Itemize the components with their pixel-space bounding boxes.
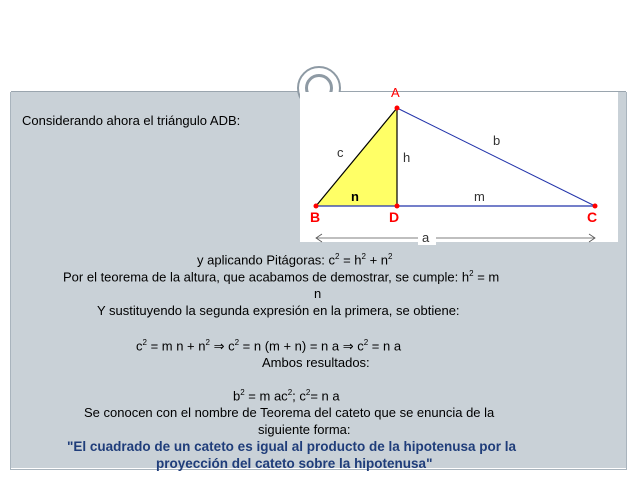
quote-line-2: proyección del cateto sobre la hipotenusa" — [156, 456, 433, 471]
vertex-d-point — [395, 204, 400, 209]
intro-text: Considerando ahora el triángulo ADB: — [22, 113, 241, 128]
vertex-a-point — [395, 106, 400, 111]
conocen-line-1: Se conocen con el nombre de Teorema del cateto que se enuncia de la — [84, 405, 495, 420]
label-side-h: h — [403, 150, 411, 165]
vertex-b-point — [314, 204, 319, 209]
label-side-c: c — [337, 145, 344, 160]
label-side-b: b — [493, 133, 501, 148]
label-vertex-c: C — [587, 209, 598, 225]
vertex-c-point — [593, 204, 598, 209]
label-segment-n: n — [351, 189, 359, 204]
conocen-line-2: siguiente forma: — [258, 422, 351, 437]
altura-line: Por el teorema de la altura, que acabamos de demostrar, se cumple: $h^2 = m$ — [63, 269, 500, 285]
quote-line-1: "El cuadrado de un cateto es igual al producto de la hipotenusa por la — [67, 439, 516, 454]
label-vertex-d: D — [389, 209, 400, 225]
equation-line: $c^2 = m$ $n + n^2$ ⇒ $c^2 = n$ (m + n) = n a ⇒ $c^2 = n$ a — [136, 338, 402, 354]
label-segment-a: a — [422, 230, 430, 245]
altura-line-n: n — [314, 286, 322, 301]
ambos-line: Ambos resultados: — [262, 355, 370, 370]
sustituyendo-line: Y sustituyendo la segunda expresión en la primera, se obtiene: — [97, 303, 460, 318]
b2-line: $b^2 = m$ $ac^2$; $c^2= n$ a — [233, 388, 340, 404]
label-segment-m: m — [474, 189, 485, 204]
pitagoras-line: y aplicando Pitágoras: $c^2 = h^2 + n^2$ — [197, 252, 393, 268]
label-vertex-a: A — [391, 85, 400, 100]
label-vertex-b: B — [310, 209, 321, 225]
